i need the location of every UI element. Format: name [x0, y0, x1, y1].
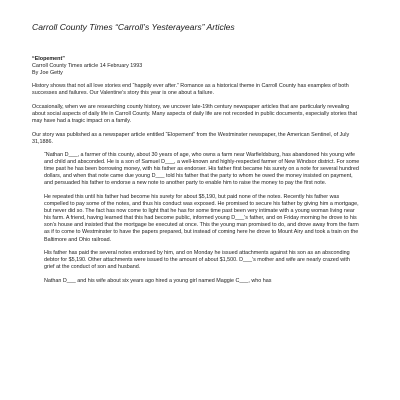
article-byline: By Joe Getty: [32, 70, 63, 77]
quoted-paragraph: “Nathan D___, a farmer of this county, about 30 years of age, who owns a farm near Warfieldsburg, has abandoned his young wife and child and absconded. He is a son of Samuel D___, a well-known and highly-respected farmer of New Windsor district. For some time past he has been borrowing money, with his father as endorser. His father first became his surety on a note for several hundred dollars, and when that note came due young D___ told his father that the party to whom he owed the money insisted on payment, and persuaded his father to endorse a new note to another party to enable him to raise the money to pay the first note.: [44, 152, 360, 187]
article-source: Carroll County Times article 14 February 1993: [32, 63, 143, 70]
quoted-paragraph: He repeated this until his father had become his surety for about $5,190, but paid none of the notes. Recently his father was compelled to pay some of the notes, and thus his conduct was exposed. He promised to secure his father by giving him a mortgage, but never did so. The fact has now come to light that he has for some time past been very intimate with a young woman living near his farm. A friend, having learned that this had become public, informed young D___’s father, and on Friday morning he drove to his son’s house and insisted that the mortgage be executed at once. This the young man promised to do, and drove away from the farm as if to come to Westminster to have the papers prepared, but instead of coming here he drove to Mount Airy and took a train on the Baltimore and Ohio railroad.: [44, 193, 359, 243]
paragraph: History shows that not all love stories end “happily ever after.” Romance as a historical theme in Carroll County has examples of both successes and failures. Our Valentine’s story this year is one about a failure.: [32, 83, 349, 97]
quoted-paragraph: Nathan D___ and his wife about six years ago hired a young girl named Maggie C___, who has: [44, 277, 272, 284]
document-title: Carroll County Times “Carroll’s Yesterayears” Articles: [32, 22, 235, 32]
paragraph: Occasionally, when we are researching county history, we uncover late-19th century newspaper articles that are particularly revealing about social aspects of daily life in Carroll County. Many aspects of daily life are not recorded in public documents, especially stories that may have had a tragic impact on a family.: [32, 103, 357, 125]
quoted-paragraph: His father has paid the several notes endorsed by him, and on Monday he issued attachments against his son as an absconding debtor for $5,190. Other attachments were issued to the amount of about $1,500. D___’s mother and wife are nearly crazed with grief at the conduct of son and husband.: [44, 250, 350, 271]
article-body: [32, 56, 360, 291]
article-title: “Elopement”: [32, 56, 65, 62]
article-header: [32, 56, 360, 77]
paragraph: Our story was published as a newspaper article entitled “Elopement” from the Westminster newspaper, the American Sentinel, of July 31,1886.: [32, 131, 350, 145]
